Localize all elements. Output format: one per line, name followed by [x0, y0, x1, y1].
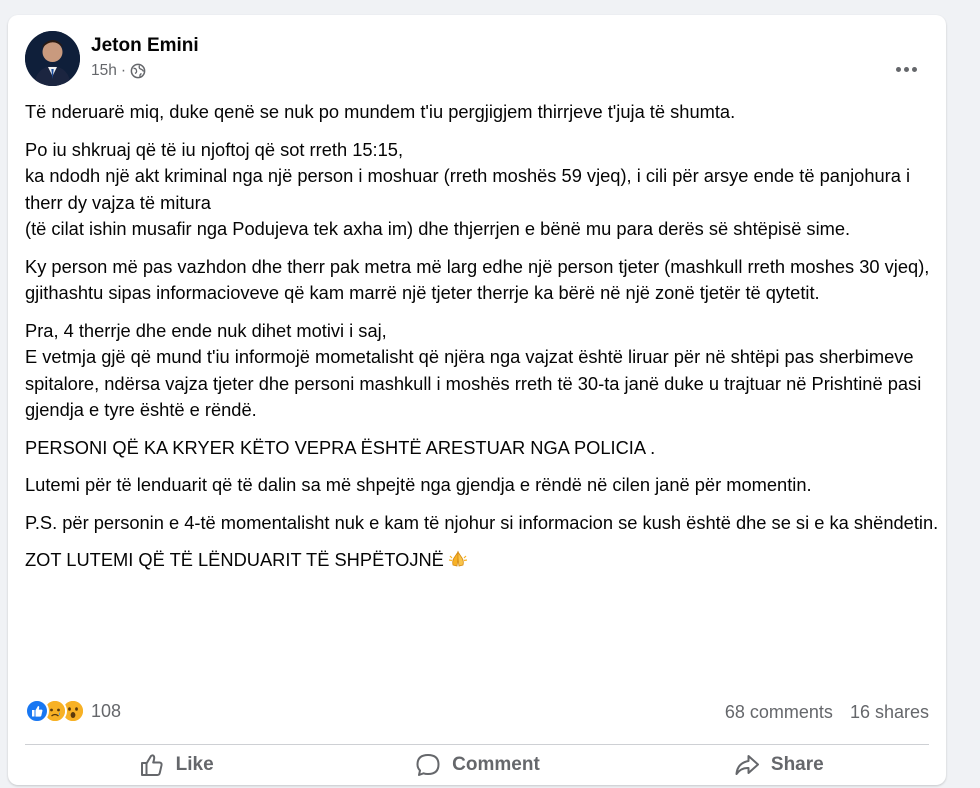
post-paragraph: Lutemi për të lenduarit që të dalin sa më shpejtë nga gjendja e rëndë në cilen janë për momentin. [25, 474, 812, 495]
post-paragraph: Pra, 4 therrje dhe ende nuk dihet motivi i saj, E vetmja gjë që mund t'iu informojë mometalisht që njëra nga vajzat është liruar për në shtëpi pas sherbimeve spitalore, ndërsa vajza tjeter dhe personi mashkull i moshës rreth të 30-ta janë duke u trajtuar në Prishtinë pasi gjendja e tyre është e rëndë. [25, 319, 922, 420]
post-paragraph-text: ZOT LUTEMI QË TË LËNDUARIT TË SHPËTOJNË [25, 549, 444, 570]
post-paragraph-final [25, 547, 940, 576]
share-label: Share [770, 754, 824, 775]
reaction-count[interactable]: 108 [91, 700, 122, 721]
like-icon [138, 751, 166, 779]
share-button[interactable] [628, 748, 929, 782]
avatar-image [25, 31, 80, 86]
meta-separator: · [120, 62, 127, 79]
like-reaction-icon [25, 699, 49, 723]
praying-hands-icon [447, 548, 469, 576]
post-header [25, 31, 929, 91]
engagement-counts [725, 702, 929, 723]
shares-count[interactable]: 16 shares [849, 702, 929, 722]
divider [25, 744, 929, 745]
comment-button[interactable] [326, 748, 627, 782]
like-button[interactable] [25, 748, 326, 782]
post-card [8, 15, 946, 785]
post-stats [25, 699, 929, 729]
post-paragraph: Ky person më pas vazhdon dhe therr pak metra më larg edhe një person tjeter (mashkull rreth moshes 30 vjeq), gjithashtu sipas informacioveve që kam marrë një tjeter therrje ka bërë në një zonë tjetër të qytetit. [25, 255, 930, 303]
comment-icon [414, 751, 442, 779]
share-icon [733, 751, 761, 779]
comments-count[interactable]: 68 comments [724, 702, 833, 722]
author-name[interactable]: Jeton Emini [91, 35, 199, 56]
globe-icon[interactable] [130, 63, 146, 79]
post-body [25, 99, 940, 587]
post-paragraph: P.S. për personin e 4-të momentalisht nuk e kam të njohur si informacion se kush është dhe se si e ka shëndetin. [25, 511, 939, 533]
post-paragraph: Po iu shkruaj që të iu njoftoj që sot rreth 15:15, ka ndodh një akt kriminal nga një person i moshuar (rreth moshës 59 vjeq), i cili për arsye ende të panjohura i therr dy vajza të mitura (të cilat ishin musafir nga Podujeva tek axha im) dhe thjerrjen e bënë mu para derës së shtëpisë sime. [25, 138, 911, 239]
comment-label: Comment [452, 754, 540, 775]
post-meta [91, 62, 146, 80]
post-actions [25, 748, 929, 782]
avatar[interactable] [25, 31, 80, 86]
post-paragraph: Të nderuarë miq, duke qenë se nuk po mundem t'iu pergjigjem thirrjeve t'juja të shumta. [25, 101, 736, 122]
more-options-icon[interactable] [891, 59, 921, 79]
post-paragraph: PERSONI QË KA KRYER KËTO VEPRA ËSHTË ARESTUAR NGA POLICIA . [25, 436, 656, 458]
reactions-summary[interactable] [25, 699, 121, 723]
like-label: Like [175, 754, 214, 775]
post-time[interactable]: 15h [91, 62, 117, 79]
